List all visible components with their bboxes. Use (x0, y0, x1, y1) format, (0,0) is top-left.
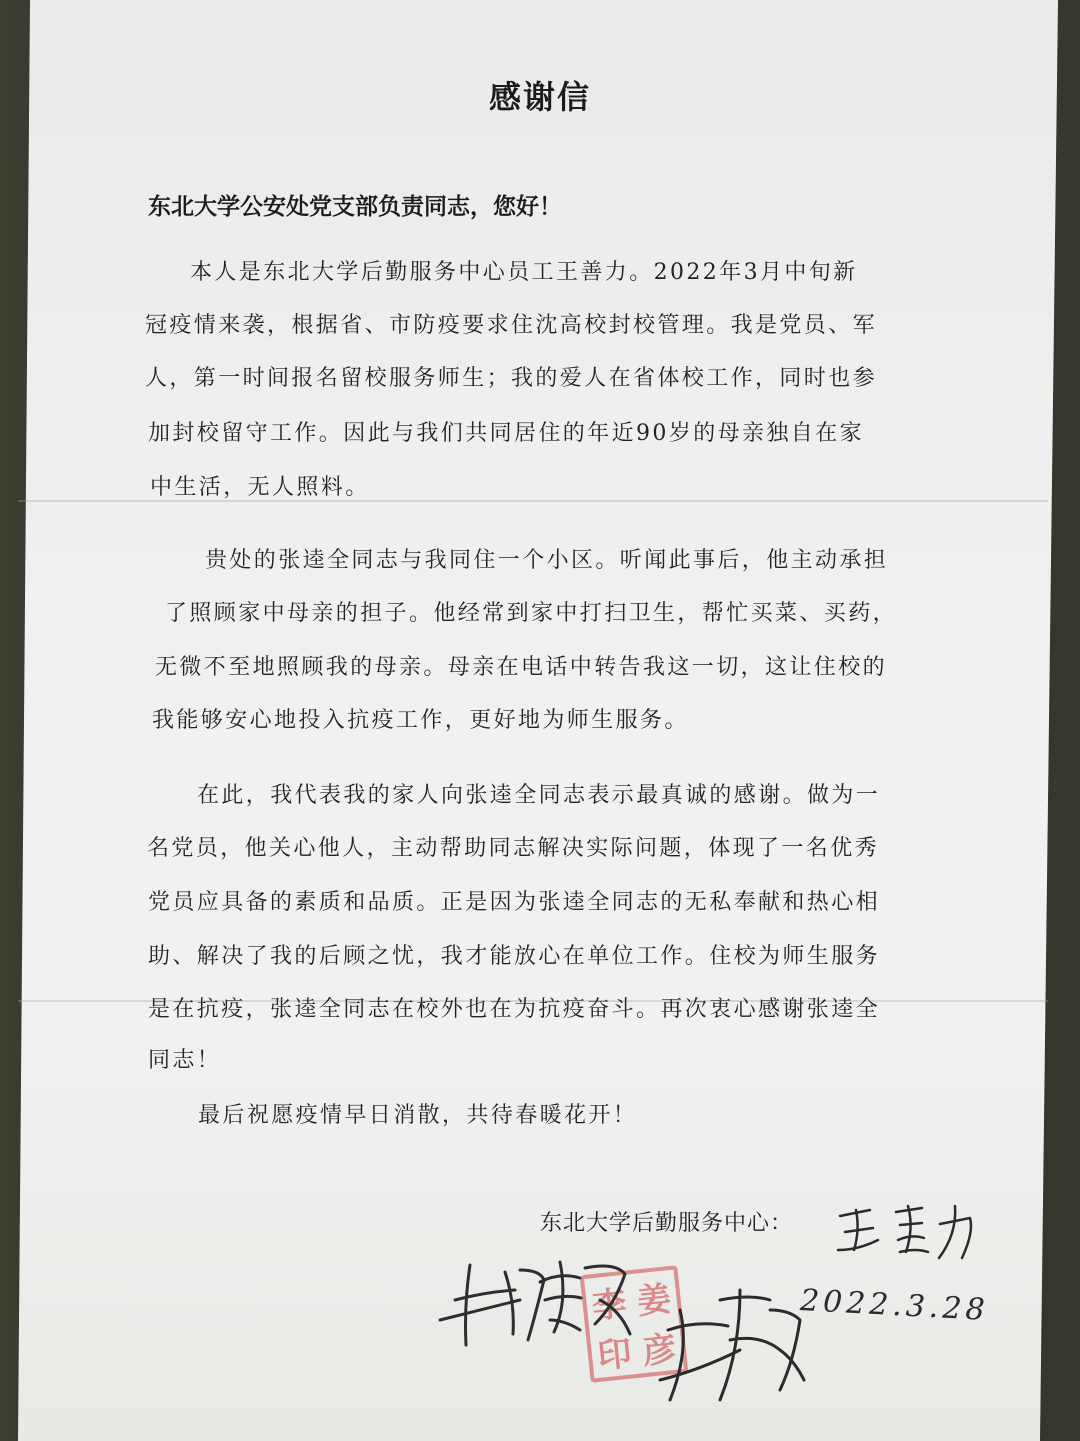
seal-character: 印 (595, 1333, 634, 1377)
body-line: 同志！ (148, 1048, 222, 1073)
sender-organization: 东北大学后勤服务中心： (540, 1211, 794, 1236)
body-line: 加封校留守工作。因此与我们共同居住的年近90岁的母亲独自在家 (148, 421, 864, 446)
body-line: 是在抗疫，张逵全同志在校外也在为抗疫奋斗。再次衷心感谢张逵全 (148, 997, 881, 1022)
body-line: 贵处的张逵全同志与我同住一个小区。听闻此事后，他主动承担 (205, 548, 889, 573)
body-line: 助、解决了我的后顾之忧，我才能放心在单位工作。住校为师生服务 (148, 944, 881, 969)
body-line: 人，第一时间报名留校服务师生；我的爱人在省体校工作，同时也参 (145, 366, 878, 391)
body-line: 在此，我代表我的家人向张逵全同志表示最真诚的感谢。做为一 (197, 783, 881, 808)
red-seal-stamp (580, 1265, 689, 1383)
body-line: 名党员，他关心他人，主动帮助同志解决实际问题，体现了一名优秀 (147, 836, 880, 861)
body-line: 我能够安心地投入抗疫工作，更好地为师生服务。 (152, 708, 689, 733)
body-line: 本人是东北大学后勤服务中心员工王善力。2022年3月中旬新 (190, 260, 858, 285)
seal-character: 彦 (640, 1328, 679, 1372)
seal-character: 李 (590, 1283, 629, 1327)
closing-line: 最后祝愿疫情早日消散，共待春暖花开！ (198, 1103, 638, 1128)
letter-salutation: 东北大学公安处党支部负责同志，您好！ (148, 193, 562, 220)
body-line: 冠疫情来袭，根据省、市防疫要求住沈高校封校管理。我是党员、军 (145, 313, 878, 338)
body-line: 了照顾家中母亲的担子。他经常到家中打扫卫生，帮忙买菜、买药， (165, 601, 898, 626)
body-line: 中生活，无人照料。 (150, 475, 370, 500)
seal-character: 姜 (635, 1278, 674, 1322)
body-line: 无微不至地照顾我的母亲。母亲在电话中转告我这一切，这让住校的 (155, 655, 888, 680)
body-line: 党员应具备的素质和品质。正是因为张逵全同志的无私奉献和热心相 (148, 890, 881, 915)
letter-title: 感谢信 (488, 78, 591, 116)
signature-date: 2022.3.28 (799, 1283, 990, 1328)
